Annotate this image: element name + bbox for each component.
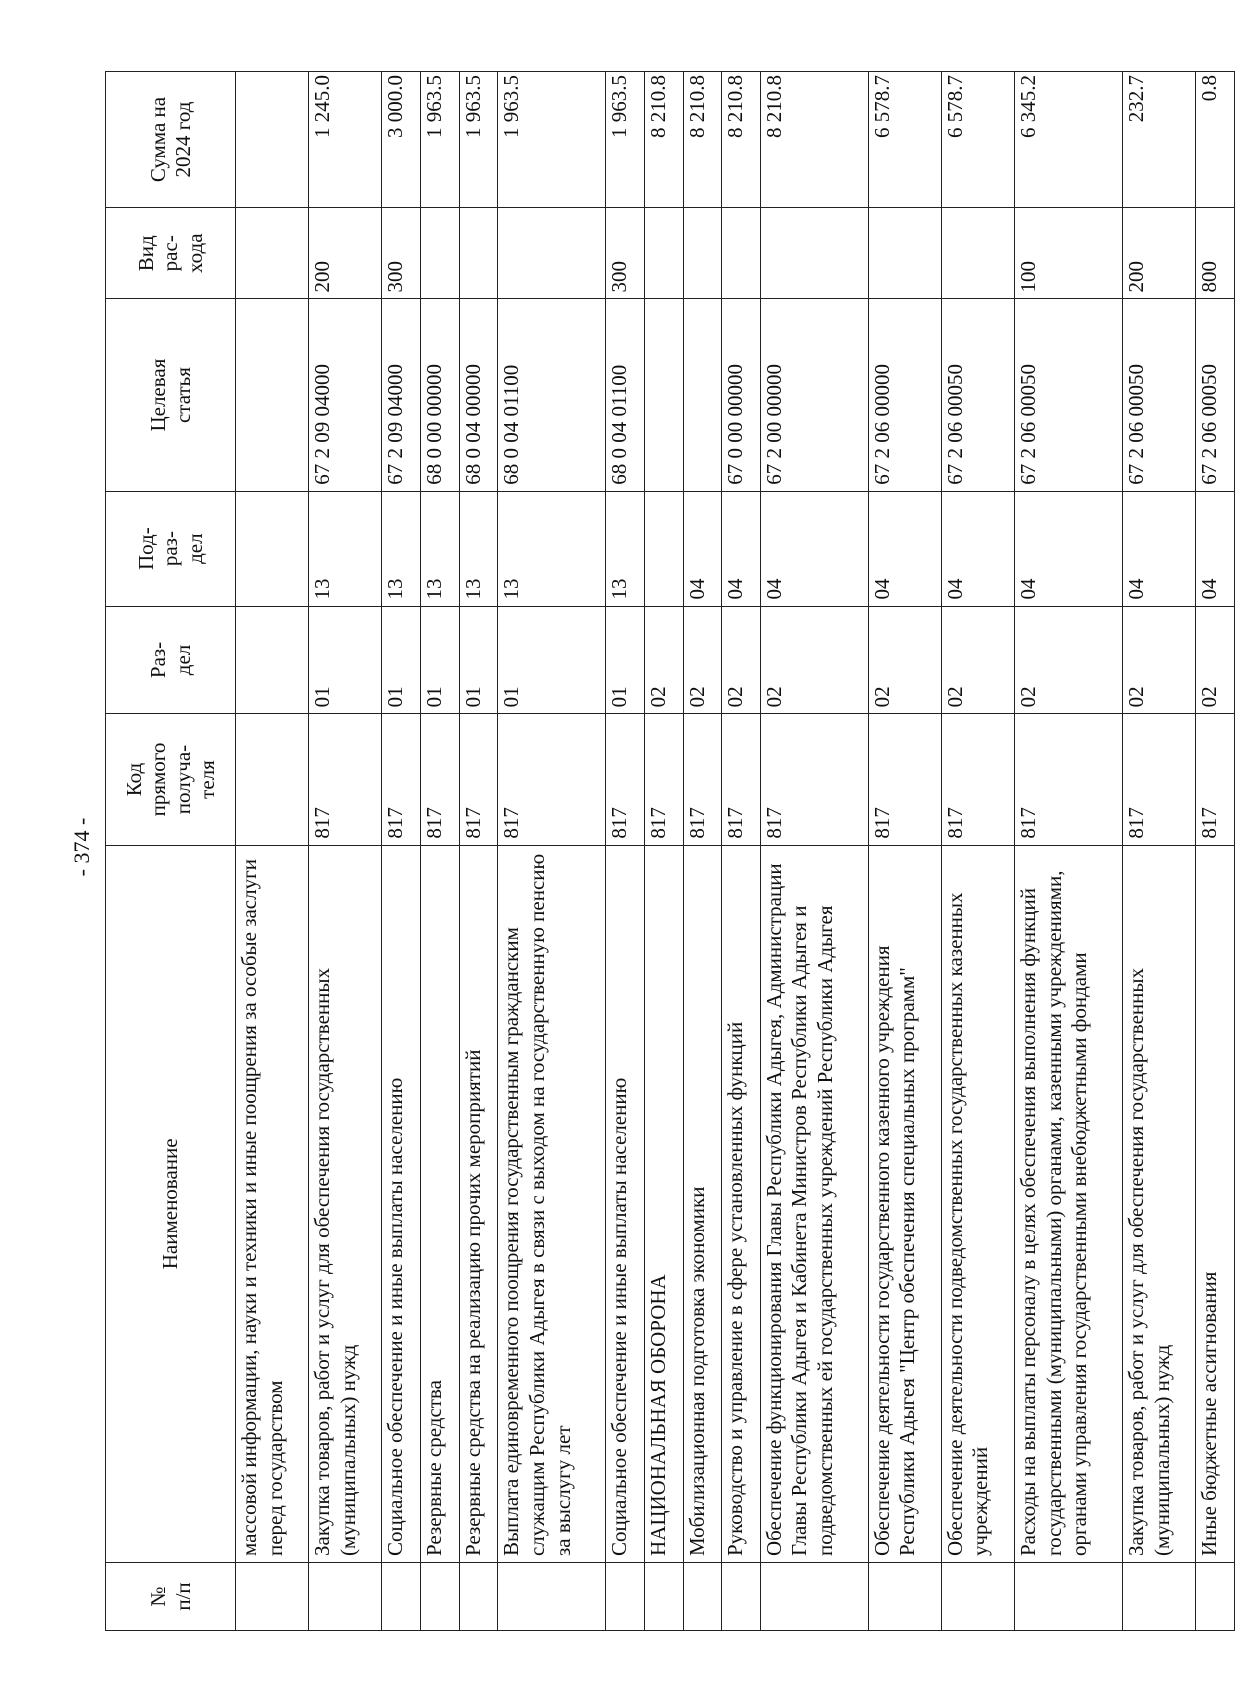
cell-no: [309, 1563, 382, 1631]
cell-vid: 200: [1122, 208, 1195, 299]
cell-no: [644, 1563, 683, 1631]
cell-vid: [722, 208, 761, 299]
cell-name: Резервные средства: [421, 845, 460, 1562]
cell-name: Обеспечение функционирования Главы Республики Адыгея, Администрации Главы Республики Адыгея и Кабинета Министров Республики Адыгея и подведомственных ей государственных учреждений Республики Адыгея: [760, 845, 868, 1562]
header-code: Код прямого получа- теля: [106, 714, 236, 845]
cell-code: 817: [459, 714, 498, 845]
cell-podrazdel: 13: [421, 491, 460, 606]
cell-razdel: 02: [1196, 606, 1235, 714]
cell-razdel: 01: [421, 606, 460, 714]
cell-sum: 1 963.5: [421, 72, 460, 208]
cell-name: Обеспечение деятельности подведомственных государственных казенных учреждений: [941, 845, 1014, 1562]
cell-sum: 1 963.5: [459, 72, 498, 208]
cell-name: Закупка товаров, работ и услуг для обеспечения государственных (муниципальных) нужд: [1122, 845, 1195, 1562]
cell-vid: [459, 208, 498, 299]
cell-vid: [760, 208, 868, 299]
cell-sum: 3 000.0: [382, 72, 421, 208]
cell-podrazdel: 13: [459, 491, 498, 606]
cell-razdel: 01: [382, 606, 421, 714]
cell-target: 67 2 06 00050: [941, 299, 1014, 491]
table-row: [309, 72, 382, 1631]
page-number: - 374 -: [69, 817, 94, 877]
cell-target: [236, 299, 309, 491]
cell-target: 67 0 00 00000: [722, 299, 761, 491]
cell-sum: [236, 72, 309, 208]
cell-vid: [498, 208, 606, 299]
cell-vid: [644, 208, 683, 299]
cell-vid: 300: [606, 208, 645, 299]
header-sum: Сумма на 2024 год: [106, 72, 236, 208]
cell-name: Социальное обеспечение и иные выплаты населению: [382, 845, 421, 1562]
cell-no: [498, 1563, 606, 1631]
cell-sum: 8 210.8: [722, 72, 761, 208]
cell-vid: [421, 208, 460, 299]
table-row: [421, 72, 460, 1631]
cell-podrazdel: 13: [606, 491, 645, 606]
cell-name: массовой информации, науки и техники и иные поощрения за особые заслуги перед государством: [236, 845, 309, 1562]
cell-target: 67 2 06 00050: [1196, 299, 1235, 491]
cell-podrazdel: 04: [760, 491, 868, 606]
cell-sum: 1 963.5: [498, 72, 606, 208]
cell-razdel: 01: [459, 606, 498, 714]
cell-target: 67 2 09 04000: [309, 299, 382, 491]
cell-target: 68 0 04 01100: [606, 299, 645, 491]
table-header-row: [106, 72, 236, 1631]
cell-code: 817: [644, 714, 683, 845]
cell-name: Социальное обеспечение и иные выплаты населению: [606, 845, 645, 1562]
cell-podrazdel: 04: [1122, 491, 1195, 606]
cell-razdel: 02: [1122, 606, 1195, 714]
cell-name: Руководство и управление в сфере установленных функций: [722, 845, 761, 1562]
cell-no: [459, 1563, 498, 1631]
cell-sum: 6 578.7: [868, 72, 941, 208]
cell-podrazdel: 04: [722, 491, 761, 606]
cell-razdel: 02: [1015, 606, 1123, 714]
table-row: [644, 72, 683, 1631]
cell-name: Мобилизационная подготовка экономики: [683, 845, 722, 1562]
cell-podrazdel: 04: [1015, 491, 1123, 606]
header-name: Наименование: [106, 845, 236, 1562]
table-row: [941, 72, 1014, 1631]
table-row: [498, 72, 606, 1631]
cell-code: 817: [498, 714, 606, 845]
table-row: [1122, 72, 1195, 1631]
cell-code: 817: [941, 714, 1014, 845]
header-no: № п/п: [106, 1563, 236, 1631]
cell-no: [722, 1563, 761, 1631]
cell-code: 817: [606, 714, 645, 845]
cell-vid: [683, 208, 722, 299]
table-row: [236, 72, 309, 1631]
cell-sum: 6 578.7: [941, 72, 1014, 208]
cell-podrazdel: 13: [382, 491, 421, 606]
cell-name: Обеспечение деятельности государственного казенного учреждения Республики Адыгея "Центр обеспечения специальных программ": [868, 845, 941, 1562]
cell-code: 817: [382, 714, 421, 845]
cell-vid: 800: [1196, 208, 1235, 299]
cell-target: [644, 299, 683, 491]
table-row: [868, 72, 941, 1631]
cell-no: [1196, 1563, 1235, 1631]
header-podrazdel: Под- раз- дел: [106, 491, 236, 606]
budget-table-container: [105, 71, 1235, 1631]
cell-code: 817: [1122, 714, 1195, 845]
cell-sum: 1 963.5: [606, 72, 645, 208]
cell-podrazdel: [236, 491, 309, 606]
table-row: [382, 72, 421, 1631]
cell-target: 67 2 00 00000: [760, 299, 868, 491]
cell-code: [236, 714, 309, 845]
cell-target: 67 2 06 00050: [1015, 299, 1123, 491]
cell-target: 67 2 09 04000: [382, 299, 421, 491]
cell-code: 817: [683, 714, 722, 845]
cell-razdel: 01: [606, 606, 645, 714]
cell-razdel: 02: [760, 606, 868, 714]
cell-razdel: [236, 606, 309, 714]
cell-code: 817: [868, 714, 941, 845]
table-row: [606, 72, 645, 1631]
cell-code: 817: [760, 714, 868, 845]
cell-name: Расходы на выплаты персоналу в целях обеспечения выполнения функций государственными (муниципальными) органами, казенными учреждениями, органами управления государственными внебюджетными фондами: [1015, 845, 1123, 1562]
header-razdel: Раз- дел: [106, 606, 236, 714]
cell-no: [941, 1563, 1014, 1631]
cell-no: [868, 1563, 941, 1631]
cell-name: Иные бюджетные ассигнования: [1196, 845, 1235, 1562]
cell-vid: [941, 208, 1014, 299]
cell-vid: [868, 208, 941, 299]
cell-razdel: 02: [722, 606, 761, 714]
cell-target: 67 2 06 00000: [868, 299, 941, 491]
table-row: [760, 72, 868, 1631]
cell-podrazdel: 13: [498, 491, 606, 606]
cell-sum: 8 210.8: [760, 72, 868, 208]
cell-code: 817: [421, 714, 460, 845]
cell-sum: 8 210.8: [683, 72, 722, 208]
cell-sum: 0.8: [1196, 72, 1235, 208]
cell-razdel: 02: [868, 606, 941, 714]
table-row: [459, 72, 498, 1631]
cell-razdel: 01: [309, 606, 382, 714]
cell-vid: 300: [382, 208, 421, 299]
cell-code: 817: [1015, 714, 1123, 845]
cell-podrazdel: [644, 491, 683, 606]
cell-name: Выплата единовременного поощрения государственным гражданским служащим Республики Адыгея в связи с выходом на государственную пенсию за выслугу лет: [498, 845, 606, 1562]
cell-name: Закупка товаров, работ и услуг для обеспечения государственных (муниципальных) нужд: [309, 845, 382, 1562]
cell-no: [421, 1563, 460, 1631]
cell-code: 817: [309, 714, 382, 845]
cell-name: НАЦИОНАЛЬНАЯ ОБОРОНА: [644, 845, 683, 1562]
cell-no: [683, 1563, 722, 1631]
cell-sum: 6 345.2: [1015, 72, 1123, 208]
cell-podrazdel: 04: [683, 491, 722, 606]
cell-target: 67 2 06 00050: [1122, 299, 1195, 491]
cell-no: [236, 1563, 309, 1631]
cell-podrazdel: 04: [868, 491, 941, 606]
cell-code: 817: [1196, 714, 1235, 845]
cell-podrazdel: 13: [309, 491, 382, 606]
cell-no: [382, 1563, 421, 1631]
cell-sum: 8 210.8: [644, 72, 683, 208]
cell-no: [1015, 1563, 1123, 1631]
cell-target: 68 0 00 00000: [421, 299, 460, 491]
table-row: [683, 72, 722, 1631]
cell-sum: 232.7: [1122, 72, 1195, 208]
table-row: [1196, 72, 1235, 1631]
cell-no: [606, 1563, 645, 1631]
header-vid: Вид рас- хода: [106, 208, 236, 299]
cell-podrazdel: 04: [941, 491, 1014, 606]
table-row: [1015, 72, 1123, 1631]
budget-table: [105, 71, 1235, 1631]
cell-code: 817: [722, 714, 761, 845]
cell-target: [683, 299, 722, 491]
cell-target: 68 0 04 00000: [459, 299, 498, 491]
cell-razdel: 02: [941, 606, 1014, 714]
cell-razdel: 02: [683, 606, 722, 714]
cell-razdel: 01: [498, 606, 606, 714]
cell-vid: 200: [309, 208, 382, 299]
cell-name: Резервные средства на реализацию прочих мероприятий: [459, 845, 498, 1562]
table-row: [722, 72, 761, 1631]
header-target: Целевая статья: [106, 299, 236, 491]
cell-vid: 100: [1015, 208, 1123, 299]
cell-sum: 1 245.0: [309, 72, 382, 208]
cell-podrazdel: 04: [1196, 491, 1235, 606]
cell-target: 68 0 04 01100: [498, 299, 606, 491]
cell-vid: [236, 208, 309, 299]
cell-razdel: 02: [644, 606, 683, 714]
cell-no: [760, 1563, 868, 1631]
cell-no: [1122, 1563, 1195, 1631]
